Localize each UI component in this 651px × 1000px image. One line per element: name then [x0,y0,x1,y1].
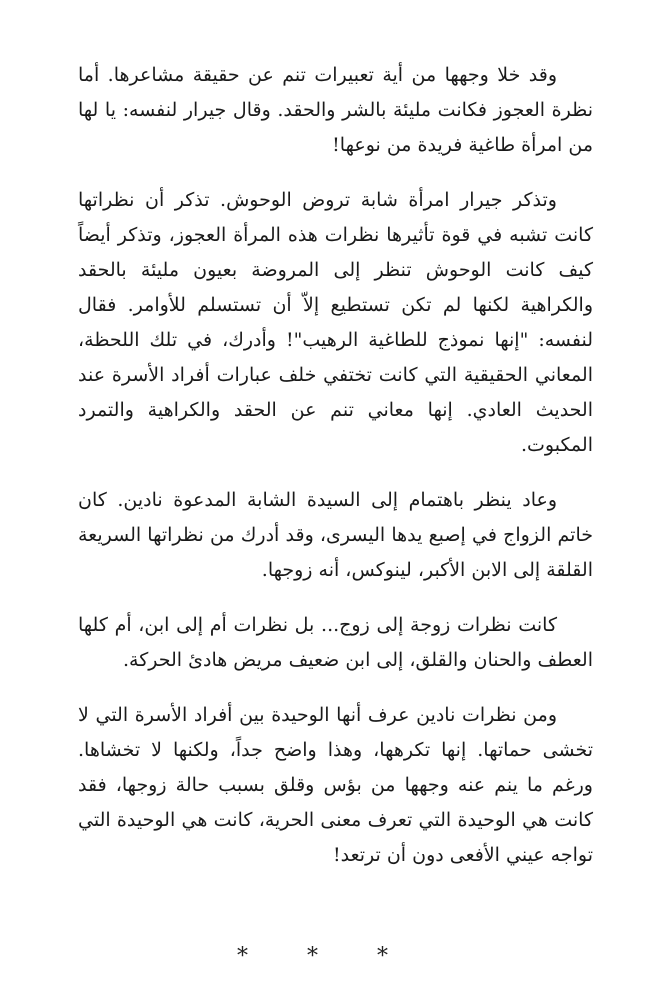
paragraph-3: وعاد ينظر باهتمام إلى السيدة الشابة المدعوة نادين. كان خاتم الزواج في إصبع يدها اليسرى، وقد أدرك من نظراتها السريعة القلقة إلى الابن الأكبر، لينوكس، أنه زوجها. [78,489,593,581]
paragraph-5: ومن نظرات نادين عرف أنها الوحيدة بين أفراد الأسرة التي لا تخشى حماتها. إنها تكرهها، وهذا واضح جداً، ولكنها لا تخشاها. ورغم ما ينم عنه وجهها من بؤس وقلق بسبب حالة زوجها، فقد كانت هي الوحيدة التي تعرف معنى الحرية، كانت هي الوحيدة التي تواجه عيني الأفعى دون أن ترتعد! [78,704,593,866]
paragraph-1: وقد خلا وجهها من أية تعبيرات تنم عن حقيقة مشاعرها. أما نظرة العجوز فكانت مليئة بالشر والحقد. وقال جيرار لنفسه: يا لها من امرأة طاغية فريدة من نوعها! [78,64,593,156]
paragraph-2: وتذكر جيرار امرأة شابة تروض الوحوش. تذكر أن نظراتها كانت تشبه في قوة تأثيرها نظرات هذه المرأة العجوز، وتذكر أيضاً كيف كانت الوحوش تنظر إلى المروضة بعيون مليئة بالحقد والكراهية لكنها لم تكن تستطيع إلاّ أن تستسلم للأوامر. فقال لنفسه: "إنها نموذج للطاغية الرهيب"! وأدرك، في تلك اللحظة، المعاني الحقيقية التي كانت تختفي خلف عبارات أفراد الأسرة عند الحديث العادي. إنها معاني تنم عن الحقد والكراهية والتمرد المكبوت. [78,189,593,456]
document-page [78,58,593,893]
section-separator: * * * [237,944,414,969]
paragraph-4: كانت نظرات زوجة إلى زوج... بل نظرات أم إلى ابن، أم كلها العطف والحنان والقلق، إلى ابن ضعيف مريض هادئ الحركة. [78,614,593,671]
